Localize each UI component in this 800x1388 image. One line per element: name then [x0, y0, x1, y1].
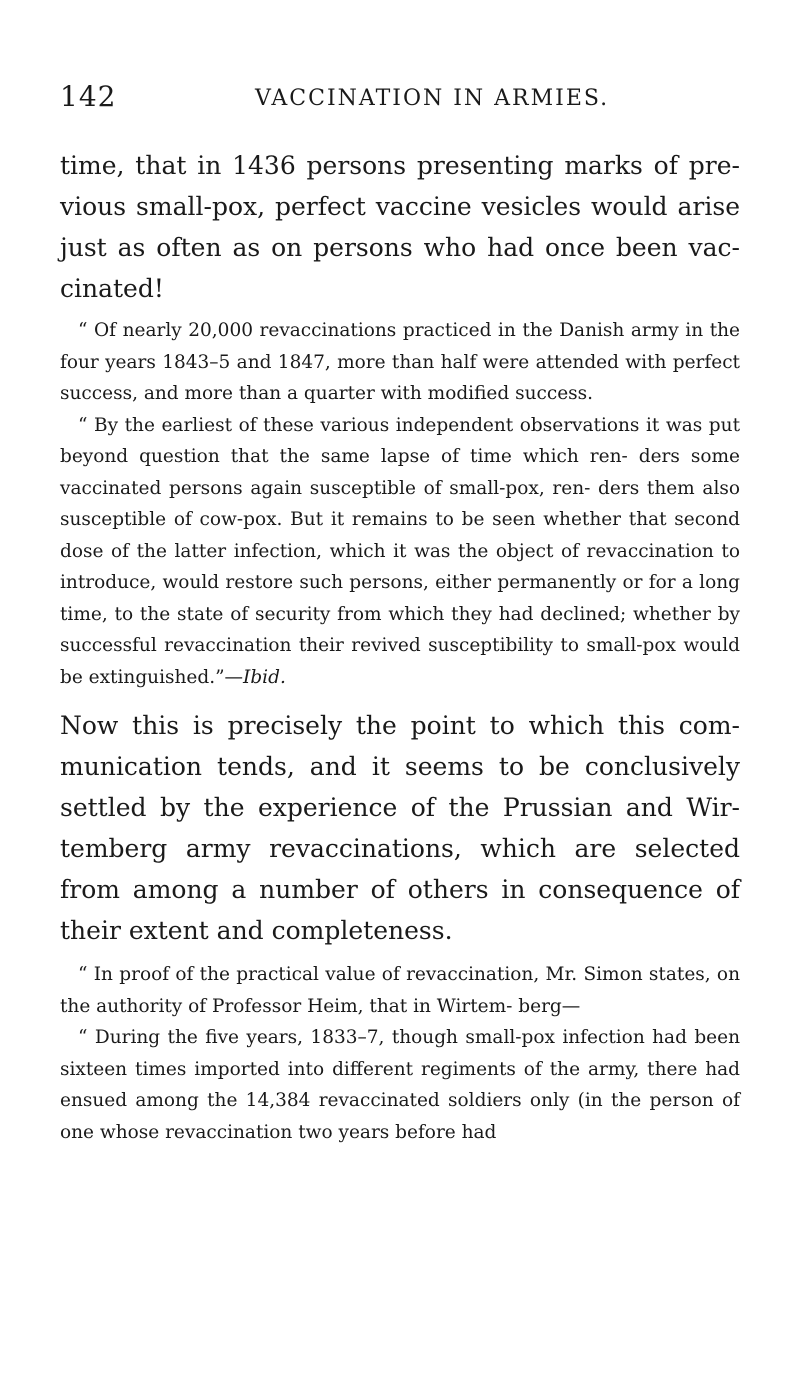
quote-proof-revaccination: “ In proof of the practical value of revaccination, Mr. Simon states, on the authority of Professor Heim, that in Wirtem- berg—	[60, 964, 740, 1017]
quote-text: “ By the earliest of these various independent observations it was put beyond question that the same lapse of time which ren- ders some vaccinated persons again susceptible of small-pox, ren- ders them also susceptible of cow-pox. But it remains to be seen whether that second dose of the latter infection, which it was the object of revaccination to introduce, would restore such persons, either permanently or for a long time, to the state of security from which they had declined; whether by successful revaccination their revived susceptibility to small-pox would be extinguished.”—	[60, 414, 740, 688]
quote-danish-army: “ Of nearly 20,000 revaccinations practiced in the Danish army in the four years 1843–5 and 1847, more than half were attended with perfect success, and more than a quarter with modified success.	[60, 320, 740, 404]
quote-earliest-observations	[60, 410, 740, 694]
page-header	[60, 80, 760, 120]
quote-five-years: “ During the five years, 1833–7, though small-pox infection had been sixteen times imported into different regiments of the army, there had ensued among the 14,384 revaccinated soldiers only (in the person of one whose revaccination two years before had	[60, 1027, 740, 1143]
body-text	[60, 145, 740, 1148]
running-title: VACCINATION IN ARMIES.	[255, 86, 610, 111]
paragraph-1: time, that in 1436 persons presenting marks of pre- vious small-pox, perfect vaccine vesicles would arise just as often as on persons who had once been vac- cinated!	[60, 151, 740, 303]
citation-ibid: Ibid.	[243, 666, 286, 688]
paragraph-now-this: Now this is precisely the point to which this com- munication tends, and it seems to be conclusively settled by the experience of the Prussian and Wir- temberg army revaccinations, which are selected from among a number of others in consequence of their extent and completeness.	[60, 711, 740, 945]
page-number: 142	[60, 80, 117, 113]
